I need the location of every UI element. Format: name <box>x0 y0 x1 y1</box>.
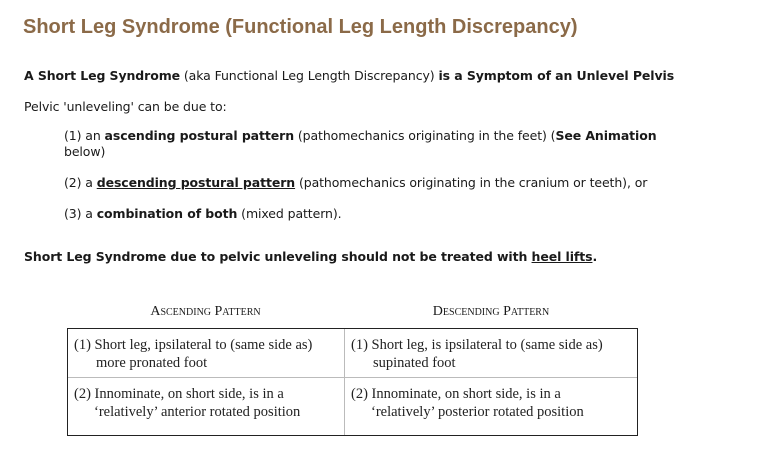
warning-text: Short Leg Syndrome due to pelvic unleveling should not be treated with <box>24 249 532 264</box>
cell-line: (2) Innominate, on short side, is in a <box>351 386 561 402</box>
intro-bold-end: is a Symptom of an Unlevel Pelvis <box>438 68 675 83</box>
cell-line: (1) Short leg, is ipsilateral to (same side as) <box>351 337 603 353</box>
table-cell <box>345 378 637 428</box>
table-cell <box>68 378 344 428</box>
table-cell <box>345 329 637 379</box>
descending-pattern-link[interactable]: descending postural pattern <box>96 175 296 190</box>
cell-line: more pronated foot <box>96 355 208 371</box>
heel-lifts-link[interactable]: heel lifts <box>531 249 593 264</box>
item-text: (pathomechanics originating in the cranium or teeth), or <box>295 175 648 190</box>
header-descending: Descending Pattern <box>432 304 550 319</box>
pelvic-paragraph: Pelvic 'unleveling' can be due to: <box>24 99 227 114</box>
intro-bold: A Short Leg Syndrome <box>24 68 181 83</box>
header-ascending: Ascending Pattern <box>150 304 261 319</box>
see-animation: See Animation <box>555 128 657 143</box>
cell-line: ‘relatively’ anterior rotated position <box>94 404 301 420</box>
item-text: (mixed pattern). <box>237 206 342 221</box>
pattern-table <box>67 328 638 436</box>
list-item <box>64 128 657 160</box>
item-prefix: (2) a <box>64 175 97 190</box>
item-bold: combination of both <box>96 206 238 221</box>
cell-line: supinated foot <box>373 355 456 371</box>
list-item <box>64 206 342 221</box>
cell-line: (2) Innominate, on short side, is in a <box>74 386 284 402</box>
item-bold: ascending postural pattern <box>104 128 295 143</box>
item-prefix: (1) an <box>64 128 105 143</box>
item-prefix: (3) a <box>64 206 97 221</box>
list-item <box>64 175 647 190</box>
item-text: (pathomechanics originating in the feet) ( <box>294 128 556 143</box>
item-text-continued: below) <box>64 144 106 159</box>
cell-line: ‘relatively’ posterior rotated position <box>371 404 584 420</box>
warning-paragraph <box>24 249 597 264</box>
warning-end: . <box>592 249 598 264</box>
table-cell <box>68 329 344 379</box>
page-title: Short Leg Syndrome (Functional Leg Length Discrepancy) <box>23 16 578 38</box>
cell-line: (1) Short leg, ipsilateral to (same side as) <box>74 337 313 353</box>
intro-paragraph <box>24 68 674 83</box>
intro-text: (aka Functional Leg Length Discrepancy) <box>180 68 439 83</box>
